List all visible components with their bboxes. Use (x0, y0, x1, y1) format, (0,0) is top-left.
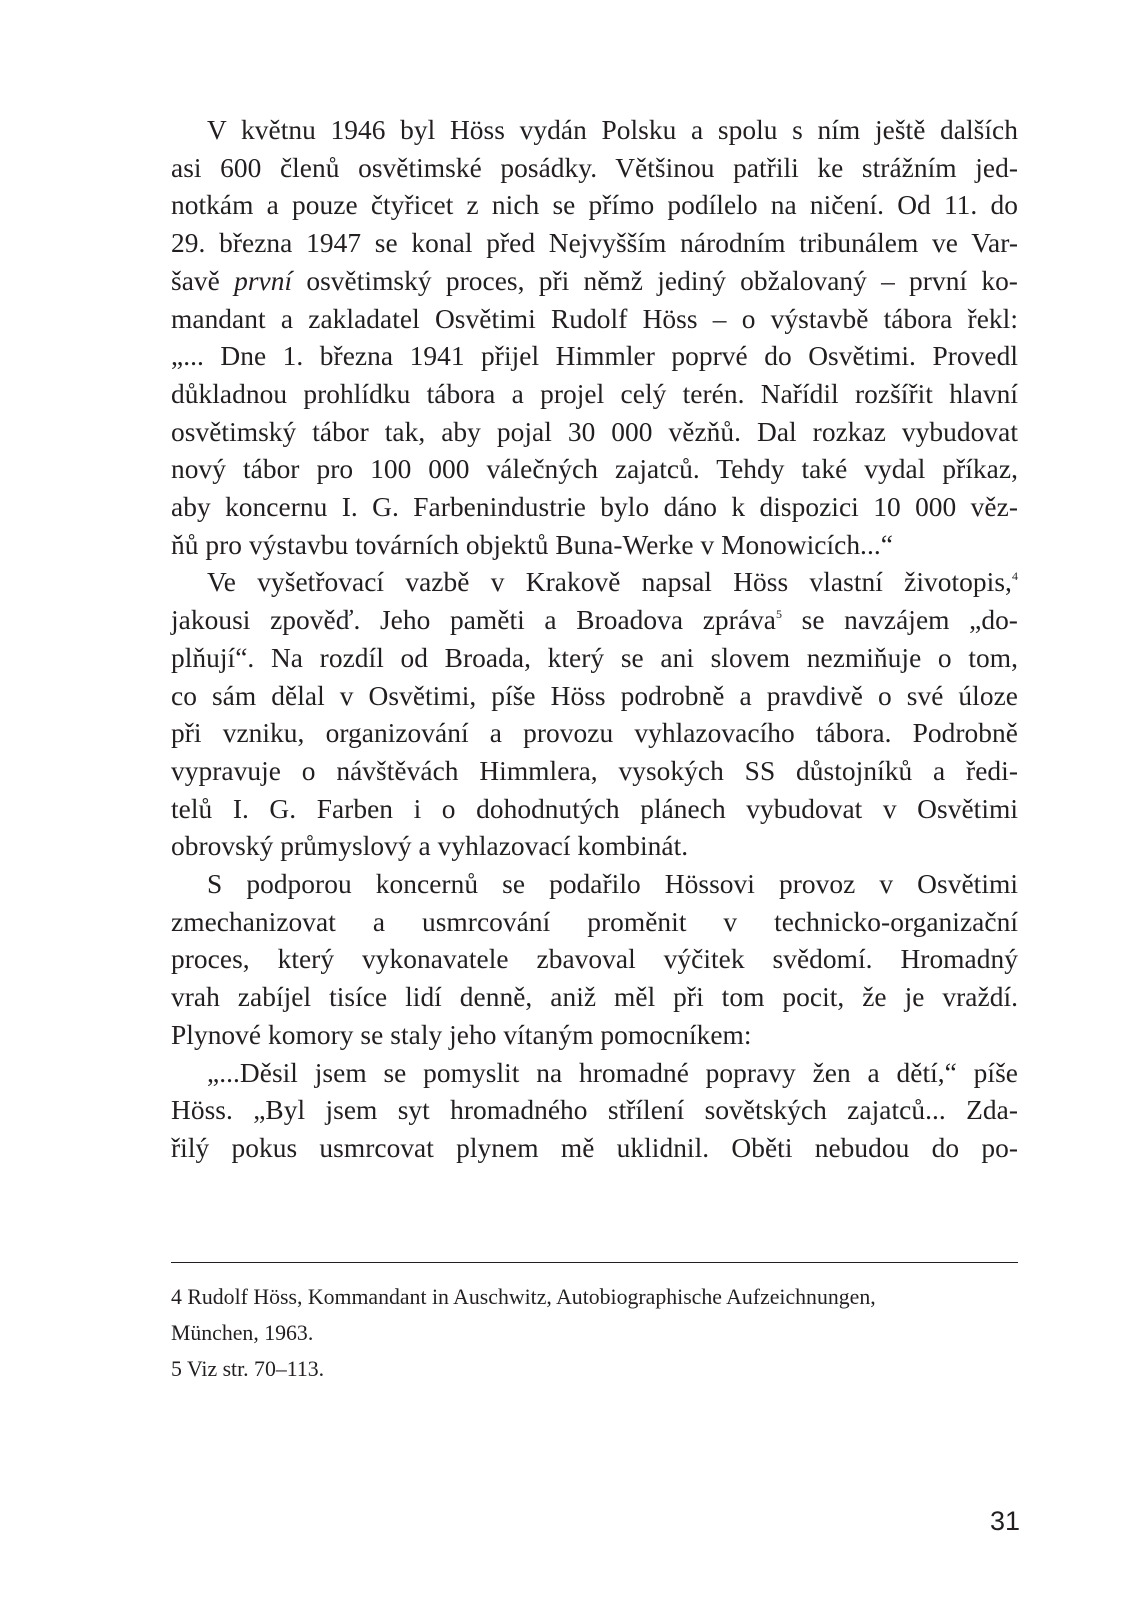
text-line: aby koncernu I. G. Farbenindustrie bylo dáno k dispozici 10 000 věz- (171, 492, 1018, 523)
text-line: V květnu 1946 byl Höss vydán Polsku a spolu s ním ještě dalších (207, 115, 1018, 145)
text-line: proces, který vykonavatele zbavoval výčitek svědomí. Hromadný (171, 944, 1018, 975)
text-line: vrah zabíjel tisíce lidí denně, aniž měl při tom pocit, že je vraždí. (171, 982, 1018, 1013)
text-line: při vzniku, organizování a provozu vyhlazovacího tábora. Podrobně (171, 718, 1018, 749)
text-fragment: jakousi zpověď. Jeho paměti a Broadova zpráva (171, 605, 776, 636)
page-number: 31 (990, 1506, 1021, 1536)
paragraph-4 (171, 1055, 1018, 1168)
text-line: Höss. „Byl jsem syt hromadného střílení sovětských zajatců... Zda- (171, 1095, 1018, 1126)
footnotes (171, 1279, 1018, 1387)
text-line: S podporou koncernů se podařilo Hössovi provoz v Osvětimi (207, 869, 1018, 900)
text-line: vypravuje o návštěvách Himmlera, vysokých SS důstojníků a ředi- (171, 755, 1018, 786)
text-fragment: šavě (171, 265, 235, 296)
text-line (171, 263, 1018, 301)
main-text (171, 112, 1018, 1168)
text-line: řilý pokus usmrcovat plynem mě uklidnil. Oběti nebudou do po- (171, 1132, 1018, 1163)
text-line: plňují“. Na rozdíl od Broada, který se ani slovem nezmiňuje o tom, (171, 642, 1018, 673)
paragraph-3 (171, 866, 1018, 1055)
text-line: důkladnou prohlídku tábora a projel celý terén. Nařídil rozšířit hlavní (171, 378, 1018, 409)
text-line: 29. března 1947 se konal před Nejvyšším národním tribunálem ve Var- (171, 228, 1018, 259)
text-line: notkám a pouze čtyřicet z nich se přímo podílelo na ničení. Od 11. do (171, 190, 1018, 221)
text-line: „... Dne 1. března 1941 přijel Himmler poprvé do Osvětimi. Provedl (171, 341, 1018, 372)
text-line (171, 564, 1018, 602)
footnote-5: 5 Viz str. 70–113. (171, 1357, 325, 1381)
text-line: ňů pro výstavbu továrních objektů Buna-Werke v Monowicích...“ (171, 529, 893, 560)
text-line: mandant a zakladatel Osvětimi Rudolf Höss – o výstavbě tábora řekl: (171, 303, 1018, 334)
text-fragment: se navzájem „do- (782, 605, 1018, 636)
footnote-separator (171, 1262, 1018, 1263)
emphasis-text: první (234, 265, 293, 296)
text-line: telů I. G. Farben i o dohodnutých plánech vybudovat v Osvětimi (171, 793, 1018, 824)
footnote-ref-4[interactable]: 4 (1011, 569, 1018, 584)
text-fragment: osvětimský proces, při němž jediný obžalovaný – první ko- (292, 265, 1018, 296)
text-line (171, 602, 1018, 640)
footnote-ref-5[interactable]: 5 (776, 607, 783, 622)
paragraph-2 (171, 564, 1018, 866)
footnote-4: 4 Rudolf Höss, Kommandant in Auschwitz, Autobiographische Aufzeichnungen, (171, 1285, 876, 1309)
text-line: nový tábor pro 100 000 válečných zajatců. Tehdy také vydal příkaz, (171, 454, 1018, 485)
text-fragment: Ve vyšetřovací vazbě v Krakově napsal Höss vlastní životopis, (207, 567, 1012, 598)
text-line: osvětimský tábor tak, aby pojal 30 000 vězňů. Dal rozkaz vybudovat (171, 416, 1018, 447)
text-line: asi 600 členů osvětimské posádky. Většinou patřili ke strážním jed- (171, 152, 1018, 183)
text-line: Plynové komory se staly jeho vítaným pomocníkem: (171, 1019, 752, 1050)
text-line: co sám dělal v Osvětimi, píše Höss podrobně a pravdivě o své úloze (171, 680, 1018, 711)
text-line: zmechanizovat a usmrcování proměnit v technicko-organizační (171, 906, 1018, 937)
footnote-4-continued: München, 1963. (171, 1321, 314, 1345)
text-line: „...Děsil jsem se pomyslit na hromadné popravy žen a dětí,“ píše (207, 1057, 1018, 1088)
paragraph-1 (171, 112, 1018, 564)
text-line: obrovský průmyslový a vyhlazovací kombinát. (171, 831, 689, 862)
